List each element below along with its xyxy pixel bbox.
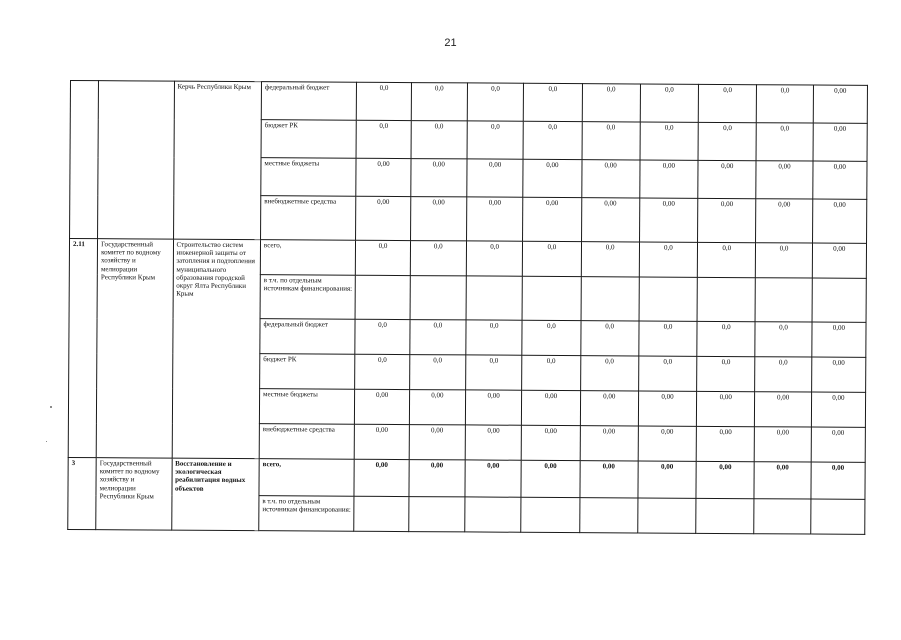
value-cell: 0,00 <box>813 85 868 123</box>
executor-cell <box>98 81 174 239</box>
value-cell: 0,0 <box>639 242 697 277</box>
value-cell: 0,0 <box>355 354 409 389</box>
funding-source: федеральный бюджет <box>260 319 356 355</box>
value-cell: 0,00 <box>638 426 696 461</box>
value-cell: 0,00 <box>811 427 866 462</box>
value-cell <box>466 276 523 320</box>
value-cell: 0,00 <box>811 392 866 427</box>
value-cell: 0,00 <box>812 199 867 243</box>
value-cell: 0,0 <box>638 356 696 391</box>
value-cell: 0,00 <box>409 390 465 425</box>
value-cell <box>522 276 581 320</box>
measure-text: Восстановление и экологическая реабилитация водных объектов <box>174 459 246 493</box>
value-cell: 0,00 <box>354 459 408 496</box>
value-cell: 0,0 <box>755 357 811 392</box>
value-cell: 0,0 <box>410 241 466 276</box>
value-cell: 0,00 <box>580 391 638 426</box>
value-cell: 0,0 <box>466 241 522 276</box>
value-cell <box>696 498 754 533</box>
value-cell: 0,0 <box>697 321 755 356</box>
value-cell: 0,0 <box>522 355 580 390</box>
value-cell <box>639 277 698 321</box>
value-cell <box>697 277 756 321</box>
value-cell: 0,00 <box>639 198 698 242</box>
value-cell: 0,0 <box>640 122 699 160</box>
executor-text: Государственный комитет по водному хозяйству и мелиорации Республики Крым <box>99 459 160 501</box>
value-cell: 0,00 <box>580 426 638 461</box>
value-cell: 0,0 <box>356 240 410 275</box>
value-cell: 0,0 <box>409 355 465 390</box>
measure-cell <box>171 458 259 531</box>
table-row <box>70 81 867 124</box>
funding-source: всего, <box>259 459 355 497</box>
row-number-cell <box>68 239 97 458</box>
value-cell: 0,00 <box>812 243 867 278</box>
value-cell: 0,00 <box>579 461 638 498</box>
value-cell: 0,00 <box>698 160 757 198</box>
value-cell: 0,00 <box>409 425 465 460</box>
value-cell: 0,00 <box>465 460 522 497</box>
value-cell: 0,00 <box>523 159 582 197</box>
value-cell: 0,00 <box>523 197 582 241</box>
measure-cell <box>173 81 261 240</box>
funding-source: внебюджетные средства <box>260 196 356 241</box>
value-cell: 0,0 <box>697 242 755 277</box>
value-cell: 0,0 <box>580 321 638 356</box>
value-cell: 0,00 <box>638 461 697 498</box>
value-cell: 0,0 <box>580 356 638 391</box>
value-cell: 0,00 <box>811 357 866 392</box>
value-cell: 0,00 <box>467 159 524 197</box>
value-cell: 0,00 <box>756 199 813 243</box>
scan-speck <box>50 406 52 408</box>
value-cell: 0,0 <box>356 120 410 158</box>
value-cell: 0,00 <box>355 389 409 424</box>
value-cell: 0,00 <box>696 391 754 426</box>
value-cell: 0,0 <box>523 121 582 159</box>
value-cell: 0,0 <box>522 320 580 355</box>
executor-cell <box>96 458 172 530</box>
value-cell: 0,00 <box>640 160 699 198</box>
executor-text: Государственный комитет по водному хозяйству и мелиорации Республики Крым <box>100 240 161 282</box>
value-cell: 0,00 <box>581 198 640 242</box>
scanned-table-area <box>67 80 870 525</box>
value-cell: 0,00 <box>466 197 523 241</box>
value-cell: 0,00 <box>410 159 467 197</box>
measure-text: Строительство систем инженерной защиты от затопления и подтопления муниципального образования городской округ Ялта Республики Крым <box>176 240 256 298</box>
value-cell: 0,00 <box>409 460 466 497</box>
value-cell: 0,00 <box>696 426 754 461</box>
value-cell: 0,0 <box>581 242 639 277</box>
value-cell: 0,00 <box>465 390 521 425</box>
value-cell: 0,00 <box>812 161 867 199</box>
value-cell <box>638 498 696 533</box>
value-cell: 0,00 <box>638 391 696 426</box>
value-cell: 0,0 <box>466 355 522 390</box>
value-cell: 0,00 <box>581 160 640 198</box>
value-cell: 0,00 <box>410 197 467 241</box>
funding-source: всего, <box>260 240 356 276</box>
funding-source: в т.ч. по отдельным источникам финансирования: <box>260 275 356 320</box>
value-cell <box>812 278 867 322</box>
value-cell <box>581 277 640 321</box>
value-cell: 0,0 <box>755 322 811 357</box>
value-cell: 0,00 <box>811 322 866 357</box>
value-cell: 0,0 <box>411 121 468 159</box>
table-row <box>69 239 866 279</box>
value-cell: 0,00 <box>811 462 866 499</box>
value-cell: 0,0 <box>697 356 755 391</box>
executor-cell <box>96 239 173 458</box>
value-cell <box>754 499 810 534</box>
value-cell: 0,00 <box>755 392 811 427</box>
value-cell: 0,0 <box>582 84 641 122</box>
value-cell: 0,0 <box>640 84 699 122</box>
page-number: 21 <box>444 37 457 49</box>
value-cell <box>465 497 521 532</box>
value-cell: 0,00 <box>698 198 757 242</box>
row-number: 3 <box>71 459 76 468</box>
funding-source: местные бюджеты <box>261 158 357 197</box>
value-cell: 0,0 <box>582 122 641 160</box>
value-cell <box>408 497 464 532</box>
row-number: 2.11 <box>72 240 85 249</box>
value-cell: 0,00 <box>522 390 580 425</box>
value-cell: 0,00 <box>355 424 409 459</box>
value-cell <box>579 498 637 533</box>
budget-table <box>67 80 868 535</box>
funding-source: местные бюджеты <box>259 389 355 425</box>
value-cell: 0,00 <box>813 123 868 161</box>
scan-speck <box>46 441 47 442</box>
value-cell: 0,0 <box>467 121 524 159</box>
value-cell: 0,0 <box>757 85 814 123</box>
value-cell: 0,0 <box>756 243 812 278</box>
funding-source: бюджет РК <box>261 120 357 159</box>
funding-source: федеральный бюджет <box>261 82 357 121</box>
value-cell <box>410 276 467 320</box>
value-cell: 0,0 <box>524 83 583 121</box>
funding-source: бюджет РК <box>260 354 356 390</box>
value-cell <box>810 499 865 534</box>
value-cell: 0,0 <box>523 241 581 276</box>
value-cell: 0,00 <box>754 462 811 499</box>
measure-cell <box>172 239 261 459</box>
value-cell: 0,0 <box>698 84 757 122</box>
value-cell: 0,0 <box>355 319 409 354</box>
value-cell <box>755 278 812 322</box>
funding-source: в т.ч. по отдельным источникам финансирования: <box>259 496 355 532</box>
value-cell: 0,00 <box>356 158 410 196</box>
value-cell: 0,0 <box>467 83 524 121</box>
value-cell: 0,0 <box>639 321 697 356</box>
row-number-cell <box>68 457 97 529</box>
value-cell <box>355 275 410 319</box>
value-cell: 0,0 <box>756 123 813 161</box>
value-cell: 0,0 <box>410 320 466 355</box>
value-cell: 0,0 <box>698 122 757 160</box>
value-cell: 0,0 <box>411 83 468 121</box>
value-cell: 0,00 <box>755 427 811 462</box>
value-cell: 0,00 <box>521 460 580 497</box>
funding-source: внебюджетные средства <box>259 424 355 460</box>
value-cell: 0,0 <box>357 82 411 120</box>
table-row <box>68 457 865 499</box>
place-text: Керчь Республики Крым <box>177 82 251 92</box>
value-cell: 0,00 <box>356 196 411 240</box>
value-cell: 0,00 <box>465 425 521 460</box>
value-cell: 0,00 <box>521 425 579 460</box>
value-cell <box>354 496 408 531</box>
row-number-cell <box>70 81 99 239</box>
value-cell: 0,00 <box>756 161 813 199</box>
value-cell <box>521 497 579 532</box>
value-cell: 0,00 <box>696 461 755 498</box>
value-cell: 0,0 <box>466 320 522 355</box>
